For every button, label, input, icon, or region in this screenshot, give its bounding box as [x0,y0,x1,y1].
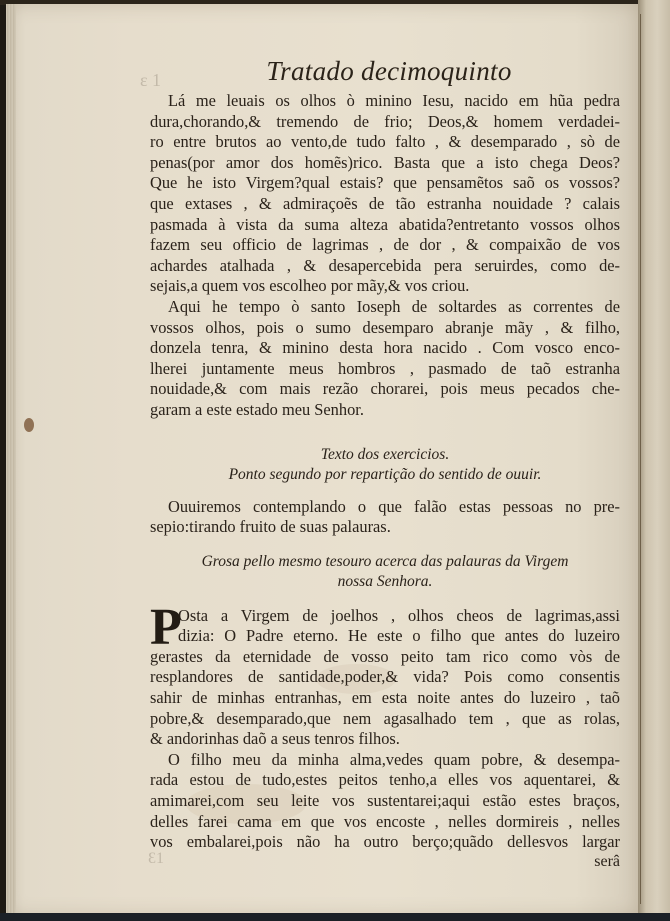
text-line: nouidade,& com mais rezão chorarei, pois meus pecados che- [150,379,620,399]
catchword: serâ [594,852,620,870]
text-line: Que he isto Virgem?qual estais? que pensamẽtos saõ os vossos? [150,173,620,193]
gutter-crease [640,14,641,904]
text-line: rada estou de tudo,estes peitos tenho,a elles vos aquentarei, & [150,770,620,790]
text-line: pasmada à vista da suma alteza abatida?entretanto vossos olhos [150,214,620,234]
heading-ponto: Ponto segundo por repartição do sentido de ouuir. [228,465,542,483]
text-line: resplandores de santidade,poder,& vida? Pois como consentis [150,667,620,687]
text-line: Ouuiremos contemplando o que falão estas pessoas no pre- [168,496,620,516]
text-line: sepio:tirando fruito de suas palauras. [150,517,391,537]
text-line: donzela tenra, & minino desta hora nacido . Com vosco enco- [150,338,620,358]
text-line: Aqui he tempo ò santo Ioseph de soltardes as correntes de [168,296,620,316]
heading-grosa-cont: nossa Senhora. [337,572,433,590]
text-line: dizia: O Padre eterno. He este o filho que antes do luzeiro [178,626,620,646]
paragraph-4 [150,598,620,750]
heading-grosa: Grosa pello mesmo tesouro acerca das palauras da Virgem [201,552,569,570]
scan-bottom-border [0,913,670,921]
text-line: vossos olhos, pois o sumo desemparo abranje mãy , & filho, [150,317,620,337]
bleed-through-mark: Ɛ1 [148,850,165,867]
text-line: garam a este estado meu Senhor. [150,399,364,419]
text-line: ro entre brutos ao vento,de tudo falto , & desemparado , sò de [150,132,620,152]
drop-cap: P [150,598,182,656]
text-line: sahir de minhas entranhas, em esta noite antes do luzeiro , taõ [150,688,620,708]
text-line: achardes atalhada , & desapercebida pera seruirdes, como de- [150,255,620,275]
text-line: pobre,& desemparado,que nem agasalhado tem , que as rolas, [150,708,620,728]
page-content [150,56,620,871]
paragraph-1 [150,91,620,297]
running-title: Tratado decimoquinto [266,56,512,86]
paragraph-3 [150,497,620,538]
text-line: que extases , & admiraçoẽs de tão estranha nouidade ? calais [150,193,620,213]
text-line: lherei juntamente meus hombros , pasmado de taõ estranha [150,358,620,378]
paragraph-2 [150,297,620,421]
subsection-heading [150,552,620,592]
text-line: gerastes da eternidade de vosso peito tam rico como vòs de [150,646,620,666]
text-line: penas(por amor dos homẽs)rico. Basta que a isto chega Deos? [150,152,620,172]
text-line: & andorinhas daõ a seus tenros filhos. [150,729,400,749]
text-line: Lá me leuais os olhos ò minino Iesu, nacido em hũa pedra [168,91,620,110]
text-line: O filho meu da minha alma,vedes quam pobre, & desempa- [168,749,620,769]
text-line: delles farei cama em que vos encoste , nelles dormireis , nelles [150,811,620,831]
page-edges [6,4,16,916]
text-line: Osta a Virgem de joelhos , olhos cheos de lagrimas,assi [178,605,620,625]
section-heading [150,445,620,485]
text-line: amimarei,com seu leite vos sustentarei;aqui estão estes braços, [150,791,620,811]
text-line: fazem seu officio de lagrimas , de dor , & compaixão de vos [150,235,620,255]
ink-stain [24,418,34,432]
heading-texto: Texto dos exercicios. [320,445,450,463]
text-line: sejais,a quem vos escolheo por mãy,& vos criou. [150,276,470,296]
paragraph-5 [150,750,620,853]
text-line: dura,chorando,& tremendo de frio; Deos,& homem verdadei- [150,111,620,131]
bleed-through-mark: ε 1 [140,70,162,90]
text-line: vos embalarei,pois não ha outro berço;quãdo dellesvos largar [150,832,620,852]
book-gutter [638,0,670,921]
